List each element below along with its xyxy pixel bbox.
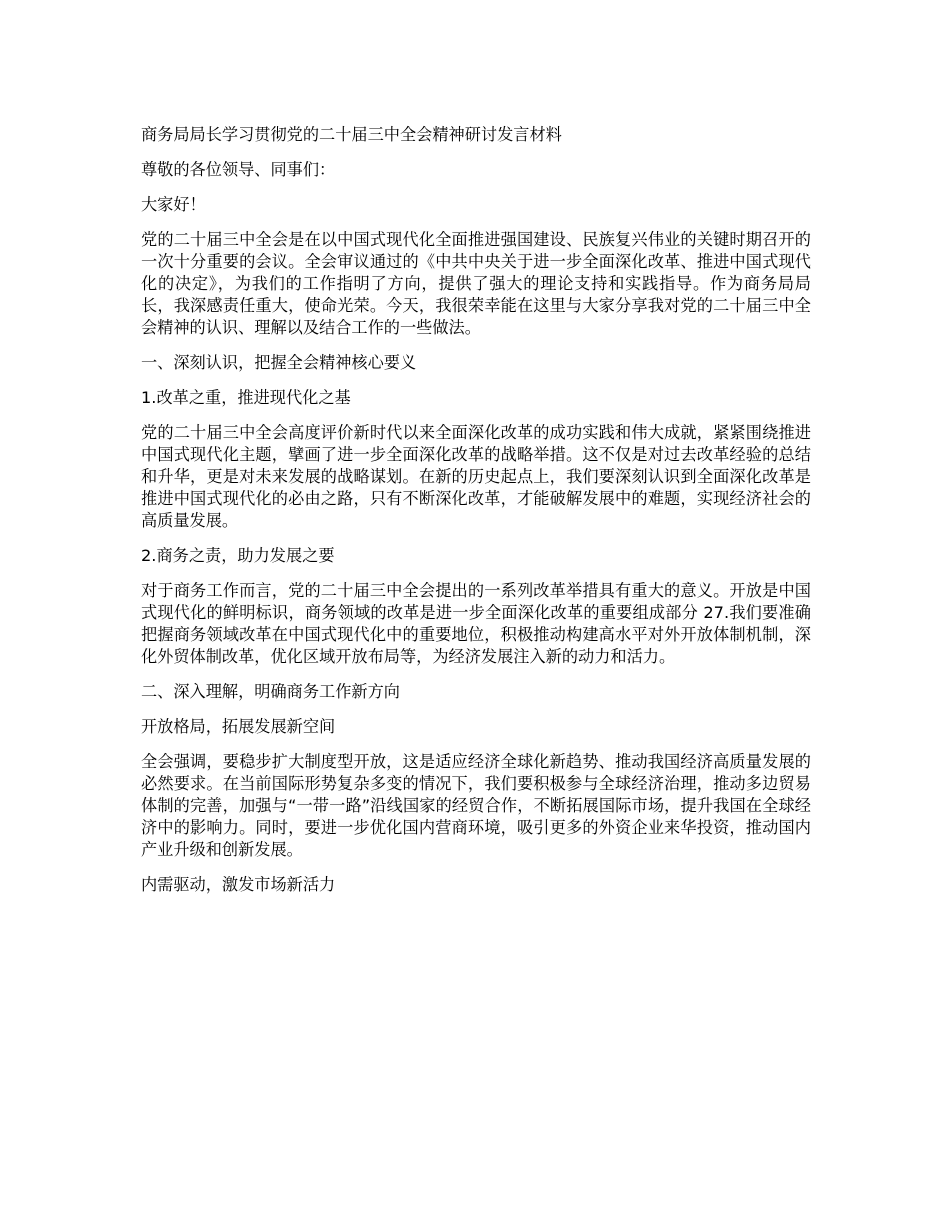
section-1-sub-2-paragraph: 对于商务工作而言，党的二十届三中全会提出的一系列改革举措具有重大的意义。开放是中国式现代化的鲜明标识，商务领域的改革是进一步全面深化改革的重要组成部分 27.我们要准确把握商务领域改革在中国式现代化中的重要地位，积极推动构建高水平对外开放体制机制，深化外贸体制改革，优化区域开放布局等，为经济发展注入新的动力和活力。 xyxy=(141,581,811,666)
section-2-heading: 二、深入理解，明确商务工作新方向 xyxy=(141,682,400,701)
section-2-sub-2-heading: 内需驱动，激发市场新活力 xyxy=(141,875,336,894)
section-2-sub-1-paragraph: 全会强调，要稳步扩大制度型开放，这是适应经济全球化新趋势、推动我国经济高质量发展的必然要求。在当前国际形势复杂多变的情况下，我们要积极参与全球经济治理，推动多边贸易体制的完善，加强与“一带一路”沿线国家的经贸合作，不断拓展国际市场，提升我国在全球经济中的影响力。同时，要进一步优化国内营商环境，吸引更多的外资企业来华投资，推动国内产业升级和创新发展。 xyxy=(141,752,811,859)
document-page xyxy=(141,124,811,909)
greeting: 大家好！ xyxy=(141,195,206,214)
document-title: 商务局局长学习贯彻党的二十届三中全会精神研讨发言材料 xyxy=(141,125,562,144)
section-1-sub-1-heading: 1.改革之重，推进现代化之基 xyxy=(141,388,351,407)
salutation: 尊敬的各位领导、同事们： xyxy=(141,160,336,179)
section-1-heading: 一、深刻认识，把握全会精神核心要义 xyxy=(141,353,417,372)
section-2-sub-1-heading: 开放格局，拓展发展新空间 xyxy=(141,717,336,736)
section-1-sub-2-heading: 2.商务之责，助力发展之要 xyxy=(141,546,335,565)
section-1-sub-1-paragraph: 党的二十届三中全会高度评价新时代以来全面深化改革的成功实践和伟大成就，紧紧围绕推进中国式现代化主题，擘画了进一步全面深化改革的战略举措。这不仅是对过去改革经验的总结和升华，更是对未来发展的战略谋划。在新的历史起点上，我们要深刻认识到全面深化改革是推进中国式现代化的必由之路，只有不断深化改革，才能破解发展中的难题，实现经济社会的高质量发展。 xyxy=(141,423,811,530)
intro-paragraph: 党的二十届三中全会是在以中国式现代化全面推进强国建设、民族复兴伟业的关键时期召开的一次十分重要的会议。全会审议通过的《中共中央关于进一步全面深化改革、推进中国式现代化的决定》，为我们的工作指明了方向，提供了强大的理论支持和实践指导。作为商务局局长，我深感责任重大，使命光荣。今天，我很荣幸能在这里与大家分享我对党的二十届三中全会精神的认识、理解以及结合工作的一些做法。 xyxy=(141,230,811,337)
